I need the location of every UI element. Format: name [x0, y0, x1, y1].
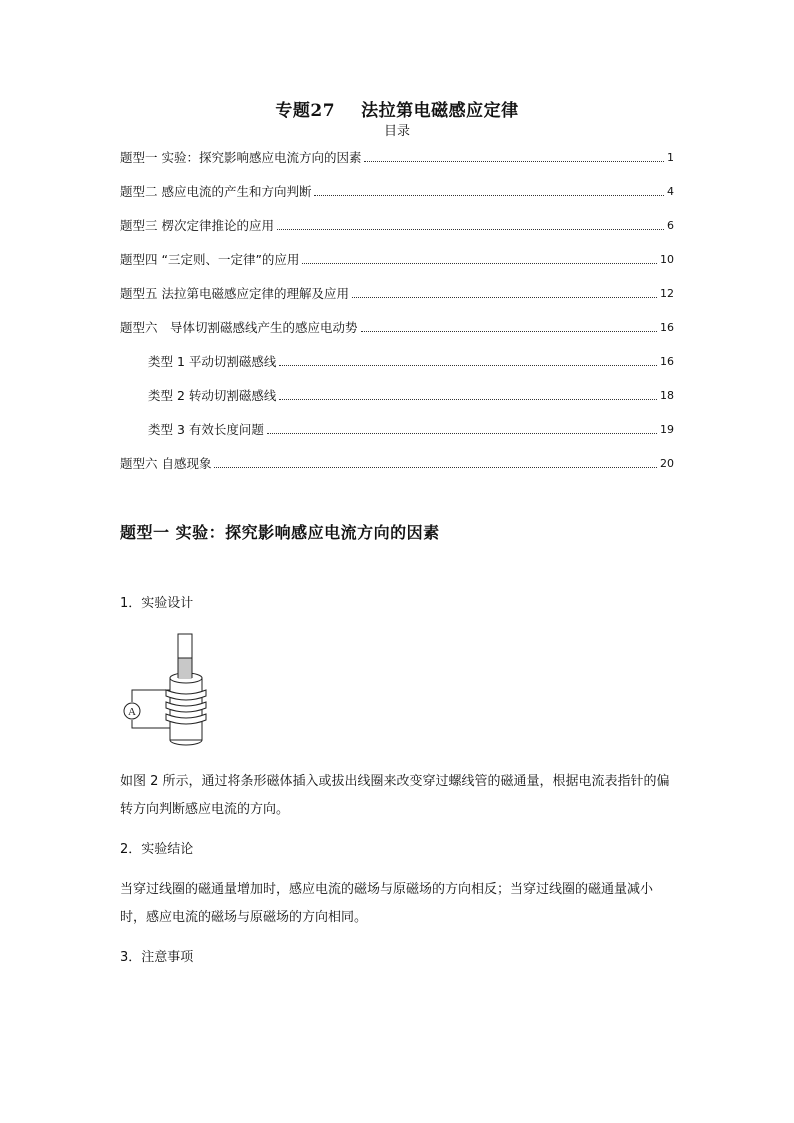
toc-leader-dots — [314, 195, 664, 196]
toc-subentry[interactable] — [120, 378, 674, 412]
wire-bottom — [132, 720, 170, 728]
toc-entry-page: 4 — [667, 184, 674, 198]
toc-entry-text: 类型 1 平动切割磁感线 — [148, 354, 277, 369]
page-title — [0, 96, 794, 121]
toc-entry[interactable] — [120, 208, 674, 242]
toc-leader-dots — [279, 399, 657, 400]
toc-heading: 目录 — [383, 124, 410, 139]
toc-entry-page: 16 — [660, 320, 674, 334]
toc-leader-dots — [279, 365, 657, 366]
toc-leader-dots — [214, 467, 657, 468]
paragraph-experiment-conclusion: 当穿过线圈的磁通量增加时，感应电流的磁场与原磁场的方向相反；当穿过线圈的磁通量减小时，感应电流的磁场与原磁场的方向相同。 — [120, 882, 654, 925]
toc-entry-page: 19 — [660, 422, 674, 436]
toc-entry[interactable] — [120, 174, 674, 208]
toc-entry-text: 题型六 导体切割磁感线产生的感应电动势 — [120, 320, 358, 335]
toc-subentry[interactable] — [120, 412, 674, 446]
toc-entry-text: 类型 2 转动切割磁感线 — [148, 388, 277, 403]
toc-entry-page: 1 — [667, 150, 674, 164]
toc-entry-text: 题型二 感应电流的产生和方向判断 — [120, 184, 312, 199]
toc-entry-page: 16 — [660, 354, 674, 368]
subheading-precautions: 3．注意事项 — [120, 950, 194, 965]
toc-entry[interactable] — [120, 242, 674, 276]
toc-entry[interactable] — [120, 140, 674, 174]
toc-entry-text: 题型五 法拉第电磁感应定律的理解及应用 — [120, 286, 349, 301]
toc-leader-dots — [361, 331, 657, 332]
toc-entry-text: 类型 3 有效长度问题 — [148, 422, 264, 437]
toc-leader-dots — [302, 263, 657, 264]
toc-leader-dots — [277, 229, 664, 230]
subheading-experiment-conclusion: 2．实验结论 — [120, 842, 194, 857]
toc-subentry[interactable] — [120, 344, 674, 378]
title-text: 法拉第电磁感应定律 — [361, 101, 519, 121]
toc-leader-dots — [364, 161, 664, 162]
toc-entry-page: 6 — [667, 218, 674, 232]
subheading-experiment-design: 1．实验设计 — [120, 596, 194, 611]
toc-entry-text: 题型一 实验：探究影响感应电流方向的因素 — [120, 150, 362, 165]
title-number: 专题27 — [275, 101, 336, 121]
toc-leader-dots — [267, 433, 657, 434]
experiment-figure — [120, 630, 220, 746]
toc-entry-text: 题型三 楞次定律推论的应用 — [120, 218, 274, 233]
toc-entry-text: 题型六 自感现象 — [120, 456, 212, 471]
wire-top — [132, 690, 170, 702]
paragraph-experiment-design: 如图 2 所示，通过将条形磁体插入或拔出线圈来改变穿过螺线管的磁通量，根据电流表指针的偏转方向判断感应电流的方向。 — [120, 774, 670, 817]
toc-entry-page: 12 — [660, 286, 674, 300]
toc-entry-page: 20 — [660, 456, 674, 470]
table-of-contents — [120, 140, 674, 480]
toc-entry-text: 题型四 “三定则、一定律”的应用 — [120, 252, 300, 267]
toc-entry[interactable] — [120, 276, 674, 310]
toc-entry[interactable] — [120, 310, 674, 344]
toc-leader-dots — [352, 297, 657, 298]
toc-entry-page: 18 — [660, 388, 674, 402]
ammeter-label: A — [128, 706, 136, 718]
toc-entry-page: 10 — [660, 252, 674, 266]
section-heading: 题型一 实验：探究影响感应电流方向的因素 — [120, 523, 440, 542]
toc-entry[interactable] — [120, 446, 674, 480]
